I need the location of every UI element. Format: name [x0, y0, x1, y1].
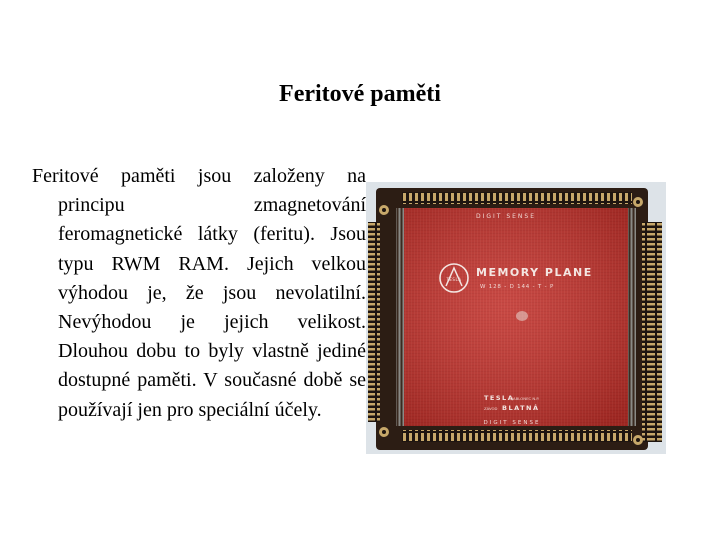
slide-body-text: Feritové paměti jsou založeny na principu zmagnetování feromagnetické látky (feritu). Jsou typu RWM RAM. Jejich velkou výhodou je, že jsou nevolatilní. Nevýhodou je jejich velikost. Dlouhou dobu to byly vlastně jediné dostupné paměti. V současné době se používají jen pro speciální účely.	[32, 165, 366, 421]
bottom-pins	[402, 430, 632, 442]
svg-text:TESLA: TESLA	[446, 277, 462, 282]
label-digit-sense-bottom: DIGIT SENSE	[483, 420, 541, 426]
label-maker: TESLA	[484, 394, 515, 402]
ferrite-memory-photo	[366, 182, 666, 454]
label-digit-sense-top: DIGIT SENSE	[475, 213, 537, 220]
memory-plane-illustration	[366, 182, 666, 454]
label-place: BLATNÁ	[502, 404, 540, 412]
right-connector	[642, 222, 662, 442]
label-plane-code: W 128 - D 144 - T - P	[480, 284, 555, 290]
label-maker-sub: JABLONEC N.P.	[512, 396, 540, 401]
slide-title: Feritové paměti	[279, 81, 441, 107]
left-connector	[368, 222, 380, 422]
top-pins	[402, 192, 632, 204]
label-place-prefix: ZÁVOD	[484, 406, 498, 411]
label-memory-plane: MEMORY PLANE	[476, 266, 593, 279]
